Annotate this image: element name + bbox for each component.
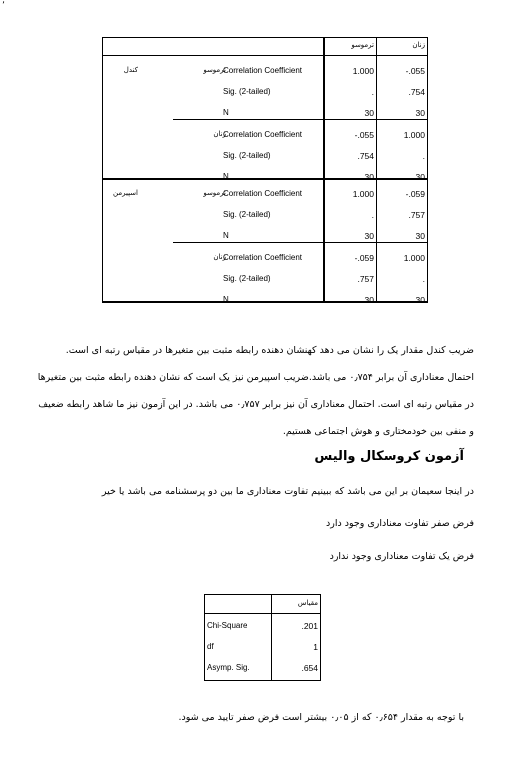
variable-label: ترموسو: [203, 189, 226, 197]
stat-label: Chi-Square: [207, 621, 248, 630]
value-cell: 30: [415, 231, 425, 241]
value-cell: 30: [415, 295, 425, 305]
stat-label: Correlation Coefficient: [223, 253, 303, 262]
correlation-table: [102, 37, 428, 303]
value-cell: 1.000: [403, 253, 425, 263]
stat-value: 1: [313, 642, 318, 652]
value-cell: 1.000: [352, 66, 374, 76]
stat-label: Correlation Coefficient: [223, 189, 303, 198]
paragraph-line: ضریب کندل مقدار یک را نشان می دهد کهنشان دهنده رابطه مثبت بین متغیرها در مقیاس رتبه ای است.: [65, 345, 474, 356]
stat-label: N: [223, 172, 229, 181]
variable-label: زنان: [213, 130, 226, 138]
correlation-interpretation: [37, 337, 474, 445]
method-label-spearman: اسپیرمن: [113, 189, 138, 197]
value-cell: .754: [408, 87, 425, 97]
stat-label: Sig. (2-tailed): [223, 87, 271, 96]
conclusion-text: با توجه به مقدار ۰٫۶۵۴ که از ۰٫۰۵ بیشتر است فرض صفر تایید می شود.: [178, 712, 464, 723]
corner-mark: ٬: [2, 1, 5, 11]
value-cell: .754: [357, 151, 374, 161]
value-cell: 30: [364, 108, 374, 118]
value-cell: -.055: [405, 66, 425, 76]
stat-label: df: [207, 642, 214, 651]
variable-label: زنان: [213, 253, 226, 261]
stat-label: N: [223, 231, 229, 240]
null-hypothesis: فرض صفر تفاوت معناداری وجود دارد: [326, 518, 474, 529]
value-cell: .: [422, 274, 425, 284]
section-heading: آزمون کروسکال والیس: [314, 449, 464, 464]
stat-label: Sig. (2-tailed): [223, 210, 271, 219]
intro-text: در اینجا سعیمان بر این می باشد که ببینیم تفاوت معناداری ما بین دو پرسشنامه می باشد یا خیر: [101, 486, 474, 497]
col-header-tarmoso: ترموسو: [351, 41, 374, 49]
value-cell: 30: [415, 108, 425, 118]
method-label-kendall: کندل: [123, 66, 138, 74]
value-cell: 1.000: [352, 189, 374, 199]
stat-label: Asymp. Sig.: [207, 663, 250, 672]
variable-label: ترموسو: [203, 66, 226, 74]
stat-value: .201: [301, 621, 318, 631]
stat-label: N: [223, 295, 229, 304]
value-cell: 1.000: [403, 130, 425, 140]
stat-label: Correlation Coefficient: [223, 66, 303, 75]
value-cell: .757: [357, 274, 374, 284]
stat-label: Correlation Coefficient: [223, 130, 303, 139]
value-cell: -.059: [405, 189, 425, 199]
value-cell: .757: [408, 210, 425, 220]
scale-header: مقیاس: [297, 599, 318, 607]
paragraph-line: احتمال معناداری آن برابر ۰٫۷۵۴ می باشد.ضریب اسپیرمن نیز یک است که نشان دهنده رابطه مثبت بین متغیرها: [37, 372, 474, 383]
value-cell: .: [371, 210, 374, 220]
stat-value: .654: [301, 663, 318, 673]
stat-label: Sig. (2-tailed): [223, 151, 271, 160]
paragraph-line: در مقیاس رتبه ای است. احتمال معناداری آن نیز برابر ۰٫۷۵۷ می باشد. در این آزمون نیز ما شاهد رابطه ضعیف: [38, 399, 474, 410]
value-cell: 30: [364, 231, 374, 241]
stat-label: N: [223, 108, 229, 117]
value-cell: .: [422, 151, 425, 161]
value-cell: -.055: [354, 130, 374, 140]
value-cell: 30: [364, 172, 374, 182]
value-cell: 30: [364, 295, 374, 305]
value-cell: .: [371, 87, 374, 97]
col-header-zanan: زنان: [412, 41, 425, 49]
test-statistics-table: [204, 594, 321, 681]
paragraph-line: و منفی بین خودمختاری و هوش اجتماعی هستیم.: [282, 426, 474, 437]
value-cell: 30: [415, 172, 425, 182]
stat-label: Sig. (2-tailed): [223, 274, 271, 283]
alt-hypothesis: فرض یک تفاوت معناداری وجود ندارد: [329, 551, 474, 562]
value-cell: -.059: [354, 253, 374, 263]
